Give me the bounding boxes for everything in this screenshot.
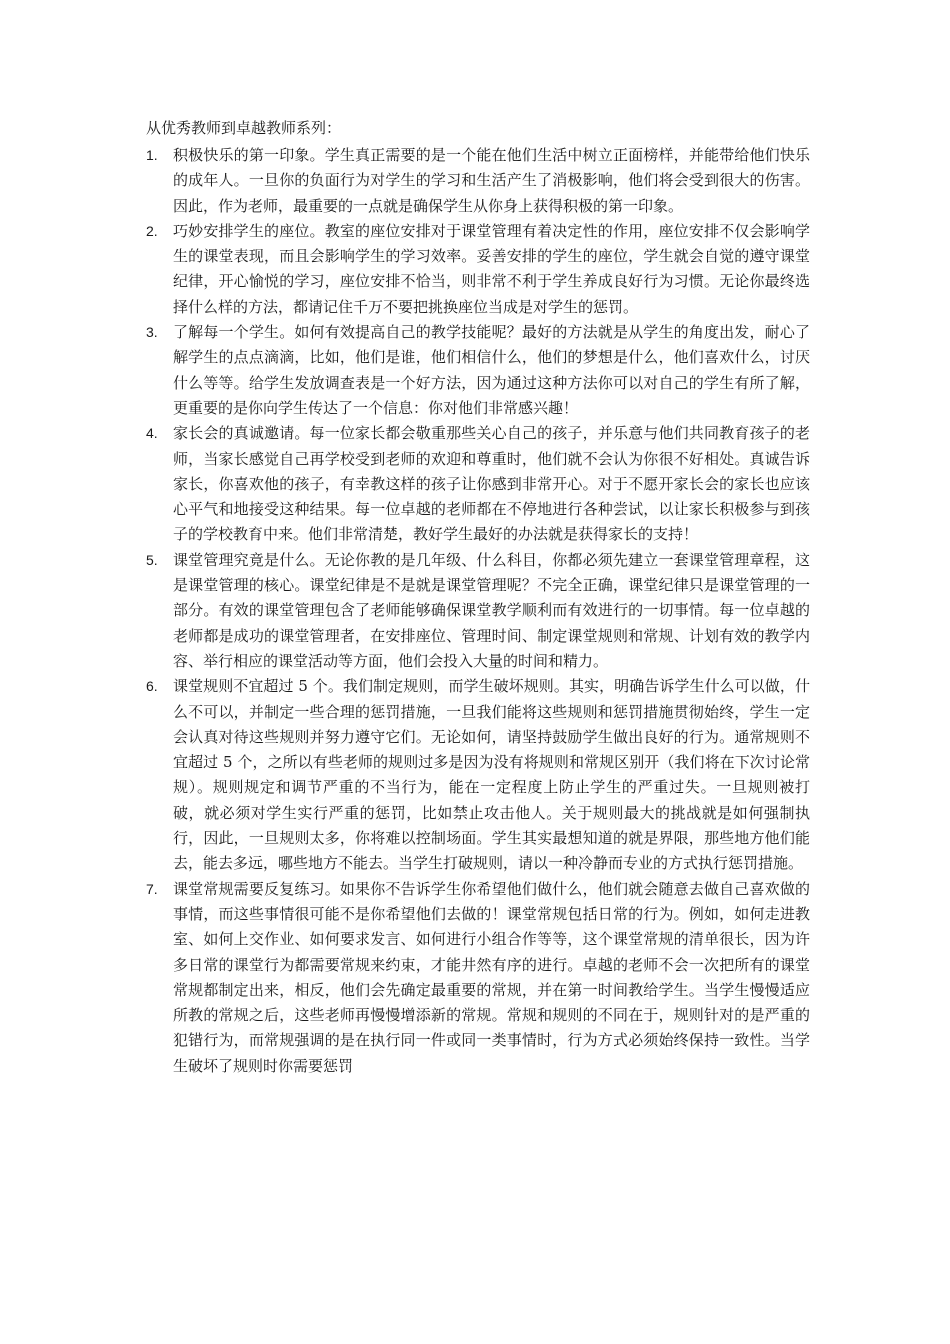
numbered-list: [146, 143, 810, 1079]
document-title: 从优秀教师到卓越教师系列：: [146, 119, 342, 137]
list-item: [146, 548, 810, 674]
document-page: [146, 117, 810, 1079]
list-item-text: 课堂常规需要反复练习。如果你不告诉学生你希望他们做什么，他们就会随意去做自己喜欢做的事情，而这些事情很可能不是你希望他们去做的！课堂常规包括日常的行为。例如，如何走进教室、如何上交作业、如何要求发言、如何进行小组合作等等，这个课堂常规的清单很长，因为许多日常的课堂行为都需要常规来约束，才能井然有序的进行。卓越的老师不会一次把所有的课堂常规都制定出来，相反，他们会先确定最重要的常规，并在第一时间教给学生。当学生慢慢适应所教的常规之后，这些老师再慢慢增添新的常规。常规和规则的不同在于，规则针对的是严重的犯错行为，而常规强调的是在执行同一件或同一类事情时，行为方式必须始终保持一致性。当学生破坏了规则时你需要惩罚: [173, 879, 810, 1075]
list-item: [146, 320, 810, 421]
list-item-text: 了解每一个学生。如何有效提高自己的教学技能呢？最好的方法就是从学生的角度出发，耐心了解学生的点点滴滴，比如，他们是谁，他们相信什么，他们的梦想是什么，他们喜欢什么，讨厌什么等等。给学生发放调查表是一个好方法，因为通过这种方法你可以对自己的学生有所了解，更重要的是你向学生传达了一个信息：你对他们非常感兴趣！: [173, 323, 810, 417]
list-item-number: 7.: [146, 880, 158, 897]
list-item-number: 1.: [146, 147, 158, 163]
list-item: [146, 877, 810, 1079]
list-item: [146, 143, 810, 219]
list-item-number: 5.: [146, 551, 158, 568]
list-item-text: 课堂规则不宜超过 5 个。我们制定规则，而学生破坏规则。其实，明确告诉学生什么可以做，什么不可以，并制定一些合理的惩罚措施，一旦我们能将这些规则和惩罚措施贯彻始终，学生一定会认真对待这些规则并努力遵守它们。无论如何，请坚持鼓励学生做出良好的行为。通常规则不宜超过 5 个，之所以有些老师的规则过多是因为没有将规则和常规区别开（我们将在下次讨论常规）。规则规定和调节严重的不当行为，能在一定程度上防止学生的严重过失。一旦规则被打破，就必须对学生实行严重的惩罚，比如禁止攻击他人。关于规则最大的挑战就是如何强制执行，因此，一旦规则太多，你将难以控制场面。学生其实最想知道的就是界限，那些地方他们能去，能去多远，哪些地方不能去。当学生打破规则，请以一种冷静而专业的方式执行惩罚措施。: [173, 677, 810, 873]
list-item-text: 课堂管理究竟是什么。无论你教的是几年级、什么科目，你都必须先建立一套课堂管理章程，这是课堂管理的核心。课堂纪律是不是就是课堂管理呢？不完全正确，课堂纪律只是课堂管理的一部分。有效的课堂管理包含了老师能够确保课堂教学顺利而有效进行的一切事情。每一位卓越的老师都是成功的课堂管理者，在安排座位、管理时间、制定课堂规则和常规、计划有效的教学内容、举行相应的课堂活动等方面，他们会投入大量的时间和精力。: [173, 550, 810, 670]
list-item-number: 3.: [146, 324, 158, 341]
list-item: [146, 219, 810, 320]
list-item-text: 巧妙安排学生的座位。教室的座位安排对于课堂管理有着决定性的作用，座位安排不仅会影响学生的课堂表现，而且会影响学生的学习效率。妥善安排的学生的座位，学生就会自觉的遵守课堂纪律，开心愉悦的学习，座位安排不恰当，则非常不利于学生养成良好行为习惯。无论你最终选择什么样的方法，都请记住千万不要把挑换座位当成是对学生的惩罚。: [173, 221, 810, 316]
list-item-number: 2.: [146, 222, 158, 239]
list-item: [146, 674, 810, 876]
list-item-number: 6.: [146, 678, 158, 695]
list-item: [146, 421, 810, 547]
list-item-number: 4.: [146, 425, 158, 442]
list-item-text: 家长会的真诚邀请。每一位家长都会敬重那些关心自己的孩子，并乐意与他们共同教育孩子的老师，当家长感觉自己再学校受到老师的欢迎和尊重时，他们就不会认为你很不好相处。真诚告诉家长，你喜欢他的孩子，有幸教这样的孩子让你感到非常开心。对于不愿开家长会的家长也应该心平气和地接受这种结果。每一位卓越的老师都在不停地进行各种尝试，以让家长积极参与到孩子的学校教育中来。他们非常清楚，教好学生最好的办法就是获得家长的支持！: [173, 424, 810, 544]
list-item-text: 积极快乐的第一印象。学生真正需要的是一个能在他们生活中树立正面榜样，并能带给他们快乐的成年人。一旦你的负面行为对学生的学习和生活产生了消极影响，他们将会受到很大的伤害。因此，作为老师，最重要的一点就是确保学生从你身上获得积极的第一印象。: [173, 146, 810, 215]
